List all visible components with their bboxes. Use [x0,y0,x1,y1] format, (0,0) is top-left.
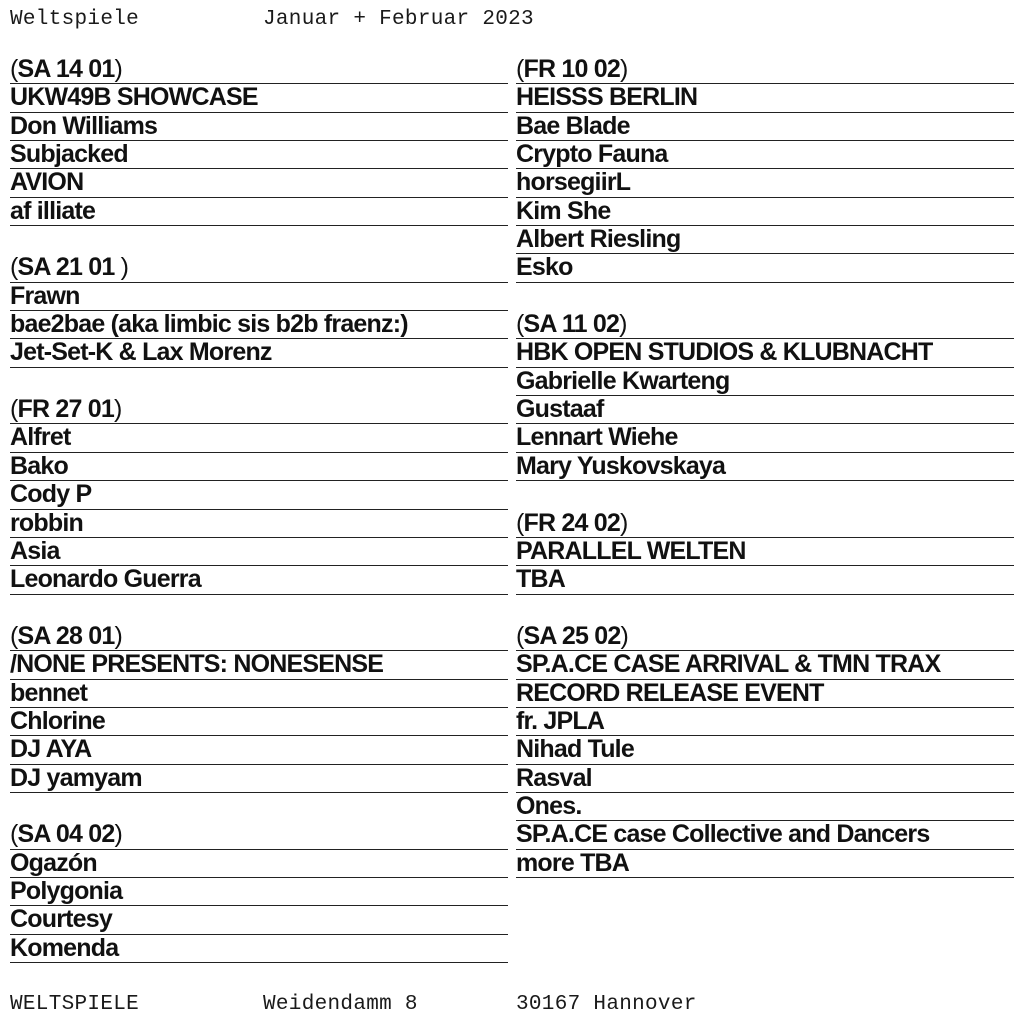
footer-city: 30167 Hannover [516,993,697,1016]
event-date-text: FR 10 02 [523,56,620,83]
lineup-item: more TBA [516,850,1014,878]
event-date-text: SA 14 01 [17,56,115,83]
lineup-item: robbin [10,510,508,538]
event-date-text: SA 21 01 [17,254,121,282]
lineup-item: Polygonia [10,878,508,906]
paren-open: ( [516,56,524,83]
lineup-item: Don Williams [10,113,508,141]
event-block [516,56,1014,283]
event-date-text: SA 04 02 [17,821,115,849]
event-block [516,623,1014,878]
lineup-item: UKW49B SHOWCASE [10,84,508,112]
event-block [10,623,508,793]
paren-open: ( [516,622,524,650]
program-period: Januar + Februar 2023 [263,8,534,31]
event-date [516,623,1014,651]
event-date [10,254,508,282]
lineup-item: Leonardo Guerra [10,566,508,594]
event-block [516,510,1014,595]
lineup-item: SP.A.CE case Collective and Dancers [516,821,1014,849]
lineup-item: Courtesy [10,906,508,934]
lineup-item: Crypto Fauna [516,141,1014,169]
program-column-left [10,56,508,963]
event-date [10,623,508,651]
paren-close: ) [120,254,129,282]
lineup-item: Mary Yuskovskaya [516,453,1014,481]
lineup-item: Bako [10,453,508,481]
lineup-item: AVION [10,169,508,197]
lineup-item: SP.A.CE CASE ARRIVAL & TMN TRAX [516,651,1014,679]
lineup-item: af illiate [10,198,508,226]
paren-close: ) [113,396,122,424]
event-date [516,311,1014,339]
lineup-item: Cody P [10,481,508,509]
paren-open: ( [516,509,524,537]
lineup-item: HEISSS BERLIN [516,84,1014,112]
event-date-text: SA 25 02 [523,622,621,650]
event-date [10,821,508,849]
venue-name: Weltspiele [10,8,140,31]
lineup-item: Bae Blade [516,113,1014,141]
paren-close: ) [620,622,628,650]
event-block [10,821,508,963]
program-column-right [516,56,1014,878]
lineup-item: Alfret [10,424,508,452]
lineup-item: Ones. [516,793,1014,821]
lineup-item: Asia [10,538,508,566]
event-date-text: SA 11 02 [523,311,620,339]
lineup-item: Gabrielle Kwarteng [516,368,1014,396]
lineup-item: bennet [10,680,508,708]
event-block [10,254,508,367]
event-spacer [516,595,1014,623]
lineup-item: Nihad Tule [516,736,1014,764]
lineup-item: Jet-Set-K & Lax Morenz [10,339,508,367]
lineup-item: DJ AYA [10,736,508,764]
lineup-item: Albert Riesling [516,226,1014,254]
paren-open: ( [10,254,18,282]
lineup-item: /NONE PRESENTS: NONESENSE [10,651,508,679]
paren-close: ) [619,56,628,83]
paren-open: ( [10,56,18,83]
event-spacer [10,595,508,623]
paren-open: ( [10,821,18,849]
event-date [10,396,508,424]
event-date [516,56,1014,84]
page-header [10,8,1014,34]
lineup-item: fr. JPLA [516,708,1014,736]
paren-open: ( [10,622,18,650]
event-spacer [516,481,1014,509]
event-block [10,56,508,226]
event-spacer [10,226,508,254]
paren-open: ( [10,396,18,424]
page-footer [10,993,1014,1019]
event-block [516,311,1014,481]
event-date [10,56,508,84]
lineup-item: bae2bae (aka limbic sis b2b fraenz:) [10,311,508,339]
event-date-text: FR 24 02 [523,509,620,537]
lineup-item: Esko [516,254,1014,282]
event-date [516,510,1014,538]
lineup-item: horsegiirL [516,169,1014,197]
lineup-item: Gustaaf [516,396,1014,424]
lineup-item: PARALLEL WELTEN [516,538,1014,566]
lineup-item: Chlorine [10,708,508,736]
lineup-item: Rasval [516,765,1014,793]
lineup-item: TBA [516,566,1014,594]
footer-venue-name: WELTSPIELE [10,993,140,1016]
lineup-item: Ogazón [10,850,508,878]
paren-close: ) [114,821,122,849]
event-spacer [10,793,508,821]
event-spacer [516,283,1014,311]
event-block [10,396,508,594]
lineup-item: RECORD RELEASE EVENT [516,680,1014,708]
lineup-item: Frawn [10,283,508,311]
paren-close: ) [619,509,628,537]
paren-close: ) [114,622,122,650]
footer-street: Weidendamm 8 [263,993,418,1016]
lineup-item: HBK OPEN STUDIOS & KLUBNACHT [516,339,1014,367]
lineup-item: Subjacked [10,141,508,169]
paren-open: ( [516,311,524,339]
lineup-item: Lennart Wiehe [516,424,1014,452]
lineup-item: Kim She [516,198,1014,226]
event-date-text: SA 28 01 [17,622,115,650]
paren-close: ) [619,311,627,339]
event-spacer [10,368,508,396]
event-date-text: FR 27 01 [17,396,114,424]
lineup-item: Komenda [10,935,508,963]
lineup-item: DJ yamyam [10,765,508,793]
paren-close: ) [114,56,122,83]
